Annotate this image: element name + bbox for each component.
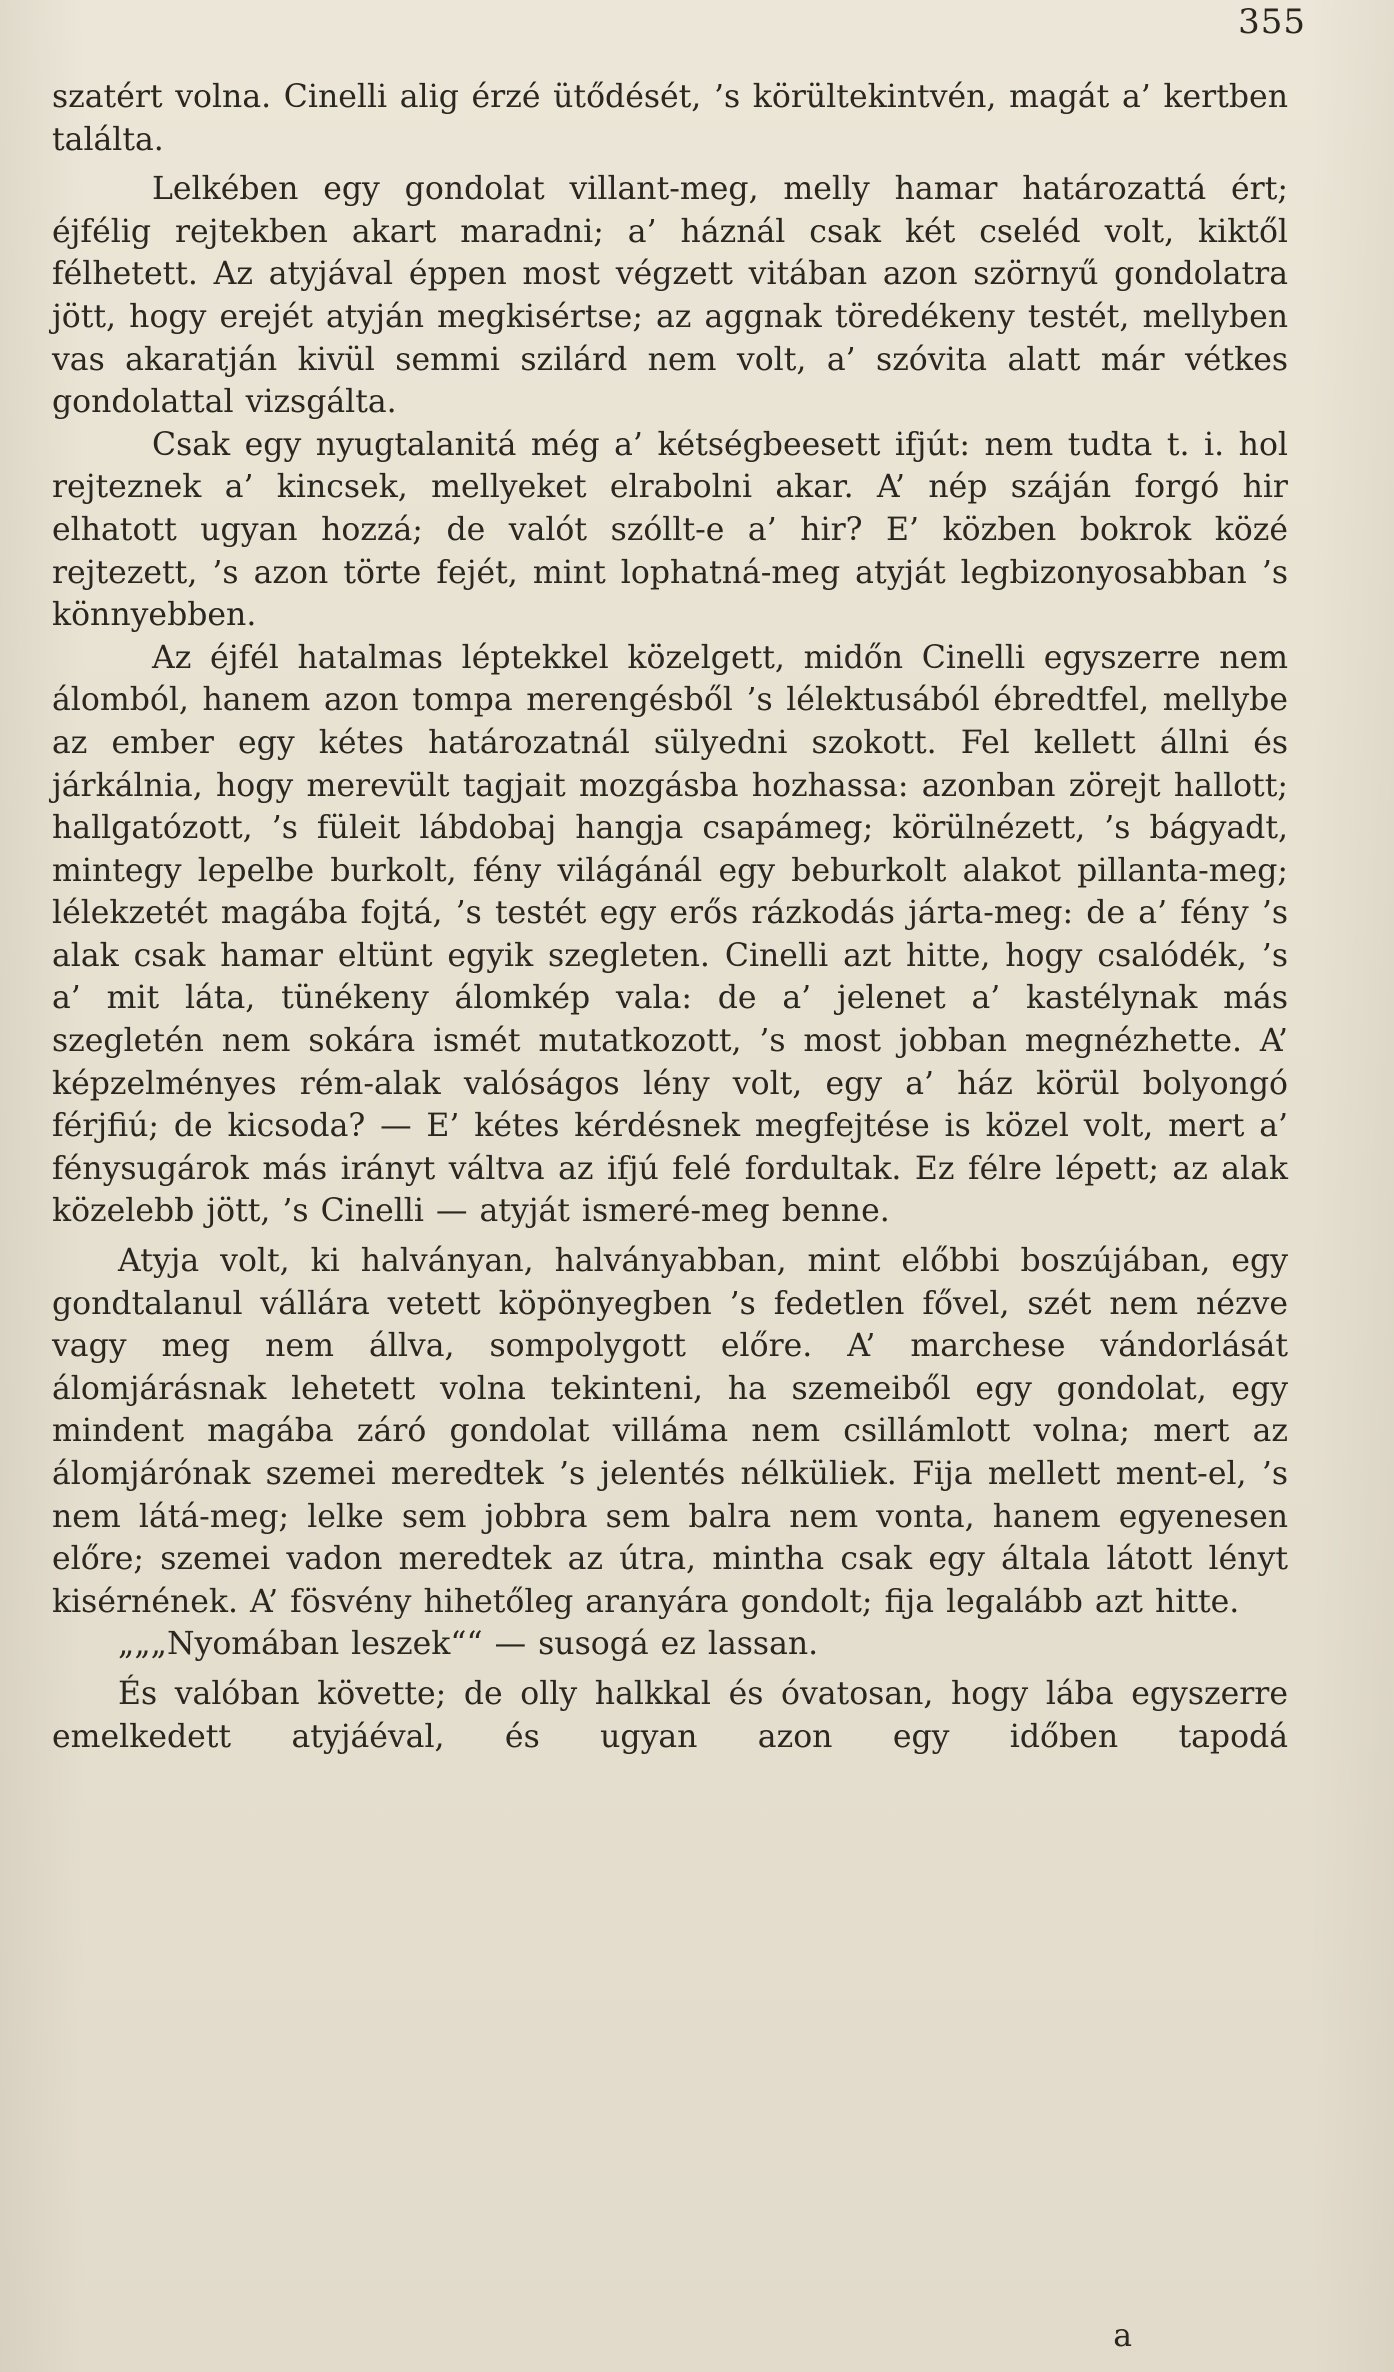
paragraph-5: Atyja volt, ki halványan, halványabban, mint előbbi boszújában, egy gondtalanul vállára vetett köpönyegben ’s fedetlen fővel, szét nem nézve vagy meg nem állva, sompolygott előre. A’ marchese vándorlását álomjárásnak lehetett volna tekinteni, ha szemeiből egy gondolat, egy mindent magába záró gondolat villáma nem csillámlott volna; mert az álomjárónak szemei meredtek ’s jelentés nélküliek. Fija mellett ment-el, ’s nem látá-meg; lelke sem jobbra sem balra nem vonta, hanem egyenesen előre; szemei vadon meredtek az útra, mintha csak egy általa látott lényt kisérnének. A’ fösvény hihetőleg aranyára gondolt; fija legalább azt hitte. (52, 1243, 1288, 1620)
paragraph-4: Az éjfél hatalmas léptekkel közelgett, midőn Cinelli egyszerre nem álomból, hanem azon tompa merengésből ’s lélektusából ébredtfel, mellybe az ember egy kétes határozatnál sülyedni szokott. Fel kellett állni és járkálnia, hogy merevült tagjait mozgásba hozhassa: azonban zörejt hallott; hallgatózott, ’s füleit lábdobaj hangja csapámeg; körülnézett, ’s bágyadt, mintegy lepelbe burkolt, fény világánál egy beburkolt alakot pillanta-meg; lélekzetét magába fojtá, ’s testét egy erős rázkodás járta-meg: de a’ fény ’s alak csak hamar eltünt egyik szegleten. Cinelli azt hitte, hogy csalódék, ’s a’ mit láta, tünékeny álomkép vala: de a’ jelenet a’ kastélynak más szegletén nem sokára ismét mutatkozott, ’s most jobban megnézhette. A’ képzelményes rém-alak valóságos lény volt, egy a’ ház körül bolyongó férjfiú; de kicsoda? — E’ kétes kérdésnek megfejtése is közel volt, mert a’ fénysugárok más irányt váltva az ifjú felé fordultak. Ez félre lépett; az alak közelebb jött, ’s Cinelli — atyját ismeré-meg benne. (52, 639, 1288, 1230)
paragraph-6: „„„Nyomában leszek““ — susogá ez lassan. (118, 1626, 819, 1663)
body-text (52, 76, 1288, 1758)
paragraph-3: Csak egy nyugtalanitá még a’ kétségbeesett ifjút: nem tudta t. i. hol rejteznek a’ kincsek, mellyeket elrabolni akar. A’ nép száján forgó hir elhatott ugyan hozzá; de valót szóllt-e a’ hir? E’ közben bokrok közé rejtezett, ’s azon törte fejét, mint lophatná-meg atyját legbizonyosabban ’s könnyebben. (52, 426, 1288, 634)
paragraph-2: Lelkében egy gondolat villant-meg, melly hamar határozattá ért; éjfélig rejtekben akart maradni; a’ háznál csak két cseléd volt, kiktől félhetett. Az atyjával éppen most végzett vitában azon szörnyű gondolatra jött, hogy erejét atyján megkisértse; az aggnak töredékeny testét, mellyben vas akaratján kivül semmi szilárd nem volt, a’ szóvita alatt már vétkes gondolattal vizsgálta. (52, 171, 1288, 421)
catchword: a (1113, 2318, 1132, 2354)
page-number: 355 (1238, 2, 1306, 42)
paragraph-7: És valóban követte; de olly halkkal és óvatosan, hogy lába egyszerre emelkedett atyjáéval, és ugyan azon egy időben tapodá (52, 1675, 1288, 1755)
paragraph-1: szatért volna. Cinelli alig érzé ütődését, ’s körültekintvén, magát a’ kertben találta. (52, 79, 1288, 158)
